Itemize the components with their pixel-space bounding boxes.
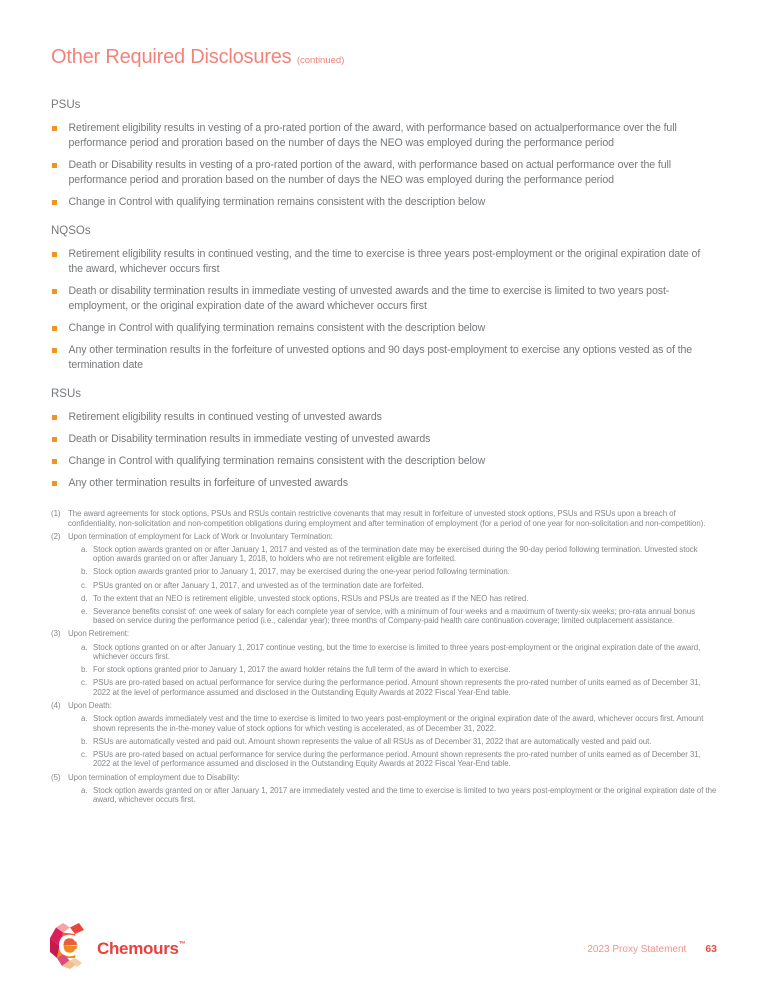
footnote-subitem-letter: a.	[81, 642, 88, 652]
footnote-body	[68, 773, 717, 805]
footnote-body	[68, 532, 717, 626]
bullet-square-icon	[52, 126, 57, 131]
footnote-subitem-letter: b.	[81, 665, 88, 675]
footnote-subitem	[81, 567, 717, 577]
footnote-body	[68, 701, 717, 769]
bullet-text: Change in Control with qualifying termination remains consistent with the description below	[68, 196, 486, 208]
page-title-continued: (continued)	[296, 55, 345, 66]
section-heading-rsus: RSUs	[51, 388, 82, 400]
footnote-subitem-text: To the extent that an NEO is retirement eligible, unvested stock options, RSUs and PSUs are treated as if the NEO has retired.	[93, 593, 529, 603]
bullet-square-icon	[52, 415, 57, 420]
bullet-text: Retirement eligibility results in vesting of a pro-rated portion of the award, with performance based on actualperformance over the full performance period and proration based on the number of days the NEO was employed during the performance period	[68, 122, 677, 149]
bullet-item	[51, 158, 717, 188]
bullet-text: Death or Disability results in vesting of a pro-rated portion of the award, with performance based on actual performance over the full performance period and proration based on the number of days the NEO was employed during the performance period	[68, 159, 672, 186]
footnote-subitem	[81, 678, 717, 697]
bullet-text: Change in Control with qualifying termination remains consistent with the description below	[68, 455, 486, 467]
footnote-text: Upon Death:	[68, 701, 112, 710]
footnote-subitem-text: Stock option awards granted on or after January 1, 2017 and vested as of the termination date may be exercised during the 90-day period following termination. Unvested stock option awards granted on or after January 1, 2018, to holders who are not retirement eligible are forfeited.	[93, 544, 698, 564]
bullet-square-icon	[52, 200, 57, 205]
footnote-subitem-text: For stock options granted prior to January 1, 2017 the award holder retains the full term of the award in which to exercise.	[93, 665, 511, 675]
footnote-item	[51, 773, 717, 805]
document-page	[51, 46, 717, 808]
footnote-subitem-letter: c.	[81, 678, 88, 688]
footnotes	[51, 509, 717, 805]
footnote-body	[68, 629, 717, 697]
footnote-subitem-text: PSUs are pro-rated based on actual performance for service during the performance period. Amount shown represents the pro-rated number of units earned as of December 31, 2022 at the level of performance assumed and disclosed in the Outstanding Equity Awards at 2022 Fiscal Year-End table.	[93, 749, 701, 769]
bullet-text: Death or disability termination results in immediate vesting of unvested awards and the time to exercise is limited to two years post-employment, or the original expiration date of the award whichever occurs first	[68, 285, 670, 312]
bullet-square-icon	[52, 289, 57, 294]
bullet-square-icon	[52, 326, 57, 331]
footnote-subitem-letter: a.	[81, 544, 88, 554]
footnote-subitem-text: PSUs granted on or after January 1, 2017, and unvested as of the termination date are forfeited.	[93, 580, 424, 590]
bullet-square-icon	[52, 481, 57, 486]
bullet-text: Retirement eligibility results in continued vesting of unvested awards	[68, 411, 382, 423]
section-heading-psus: PSUs	[51, 99, 81, 111]
bullet-item	[51, 476, 717, 491]
bullet-item	[51, 321, 717, 336]
bullet-item	[51, 247, 717, 277]
footnote-number: (2)	[51, 531, 61, 541]
proxy-statement-label: 2023 Proxy Statement	[587, 944, 687, 955]
page-title-text: Other Required Disclosures	[51, 46, 292, 68]
footnote-subitem-letter: a.	[81, 785, 88, 795]
bullet-square-icon	[52, 437, 57, 442]
footnote-subitem-letter: b.	[81, 736, 88, 746]
footnote-text: The award agreements for stock options, PSUs and RSUs contain restrictive covenants that may result in forfeiture of unvested stock options, PSUs and RSUs upon a breach of confidentiality, non-solicitation and non-competition obligations during employment and after termination of employment (for a period of one year for non-solicitation and non-competition).	[68, 509, 706, 528]
footer-right	[587, 943, 717, 955]
footnote-subitem-text: PSUs are pro-rated based on actual performance for service during the performance period. Amount shown represents the pro-rated number of units earned as of December 31, 2022 at the level of performance assumed and disclosed in the Outstanding Equity Awards at 2022 Fiscal Year-End table.	[93, 678, 701, 697]
bullet-square-icon	[52, 252, 57, 257]
footnote-subitem-text: RSUs are automatically vested and paid out. Amount shown represents the value of all RSUs as of December 31, 2022 that are automatically vested and paid out.	[93, 736, 652, 746]
footnote-subitem	[81, 737, 717, 747]
footnote-subitem-letter: c.	[81, 580, 88, 590]
footnote-item	[51, 629, 717, 697]
footnote-item	[51, 532, 717, 626]
chemours-wordmark	[97, 939, 185, 959]
footnote-item	[51, 701, 717, 769]
footnote-subitem	[81, 665, 717, 675]
bullet-square-icon	[52, 163, 57, 168]
page-number: 63	[705, 943, 717, 955]
footnote-subitem	[81, 714, 717, 733]
footnote-subitem-letter: b.	[81, 567, 88, 577]
footnote-subitem	[81, 545, 717, 564]
footnote-subitem	[81, 581, 717, 591]
bullet-item	[51, 410, 717, 425]
bullet-item	[51, 195, 717, 210]
footnote-text: Upon Retirement:	[68, 629, 130, 639]
bullet-square-icon	[52, 459, 57, 464]
page-footer	[0, 920, 768, 1000]
footnote-item	[51, 509, 717, 528]
footnote-subitem	[81, 750, 717, 769]
page-title	[51, 46, 717, 69]
bullet-square-icon	[52, 348, 57, 353]
footnote-subitem-letter: d.	[81, 593, 88, 603]
footnote-number: (5)	[51, 772, 61, 782]
footnote-subitem	[81, 643, 717, 662]
svg-text:C: C	[57, 928, 81, 963]
footnote-number: (1)	[51, 509, 61, 518]
disclosure-sections	[51, 99, 717, 491]
footnote-subitem-text: Severance benefits consist of: one week of salary for each complete year of service, with a minimum of four weeks and a maximum of twenty-six weeks; pro-rata annual bonus based on service during the performance period (i.e., calendar year); three months of Company-paid health care continuation coverage; limited outplacement assistance.	[93, 606, 695, 626]
footnote-subitem-text: Stock option awards granted on or after January 1, 2017 are immediately vested and the time to exercise is limited to two years post-employment or the original expiration date of the award, whichever occurs first.	[93, 785, 717, 805]
bullet-item	[51, 343, 717, 373]
bullet-text: Retirement eligibility results in continued vesting, and the time to exercise is three years post-employment or the original expiration date of the award, whichever occurs first	[68, 248, 701, 275]
footnote-text: Upon termination of employment due to Disability:	[68, 772, 240, 782]
footnote-subitem	[81, 594, 717, 604]
bullet-text: Change in Control with qualifying termination remains consistent with the description below	[68, 322, 486, 334]
footnote-subitem-letter: c.	[81, 749, 88, 759]
bullet-item	[51, 432, 717, 447]
brand-name: Chemours	[97, 938, 179, 958]
footnote-subitem	[81, 786, 717, 805]
footnote-subitem-text: Stock option awards immediately vest and the time to exercise is limited to two years post-employment or the original expiration date of the award, whichever occurs first. Amount shown represents the in-the-money value of stock options for which vesting is accelerated, as of December 31, 2022.	[93, 714, 704, 733]
footnote-subitem-text: Stock option awards granted prior to January 1, 2017, may be exercised during the one-year period following termination.	[93, 567, 510, 577]
section-heading-nqsos: NQSOs	[51, 225, 91, 237]
bullet-text: Any other termination results in the forfeiture of unvested options and 90 days post-employment to exercise any options vested as of the termination date	[68, 344, 693, 371]
footnote-subitem-letter: e.	[81, 606, 88, 616]
bullet-text: Death or Disability termination results in immediate vesting of unvested awards	[68, 433, 431, 445]
bullet-item	[51, 121, 717, 151]
bullet-text: Any other termination results in forfeiture of unvested awards	[68, 477, 348, 489]
chemours-logo	[50, 923, 185, 974]
footnote-subitem-text: Stock options granted on or after January 1, 2017 continue vesting, but the time to exercise is limited to three years post-employment or the original expiration date of the award, whichever occurs first.	[93, 642, 701, 662]
chemours-logo-icon	[50, 923, 90, 974]
footnote-body	[68, 509, 717, 528]
footnote-text: Upon termination of employment for Lack of Work or Involuntary Termination:	[68, 531, 333, 541]
trademark-symbol: ™	[178, 940, 186, 948]
footnote-subitem	[81, 607, 717, 626]
bullet-item	[51, 284, 717, 314]
footnote-subitem-letter: a.	[81, 714, 88, 724]
footnote-number: (4)	[51, 701, 61, 710]
bullet-item	[51, 454, 717, 469]
footnote-number: (3)	[51, 629, 61, 639]
